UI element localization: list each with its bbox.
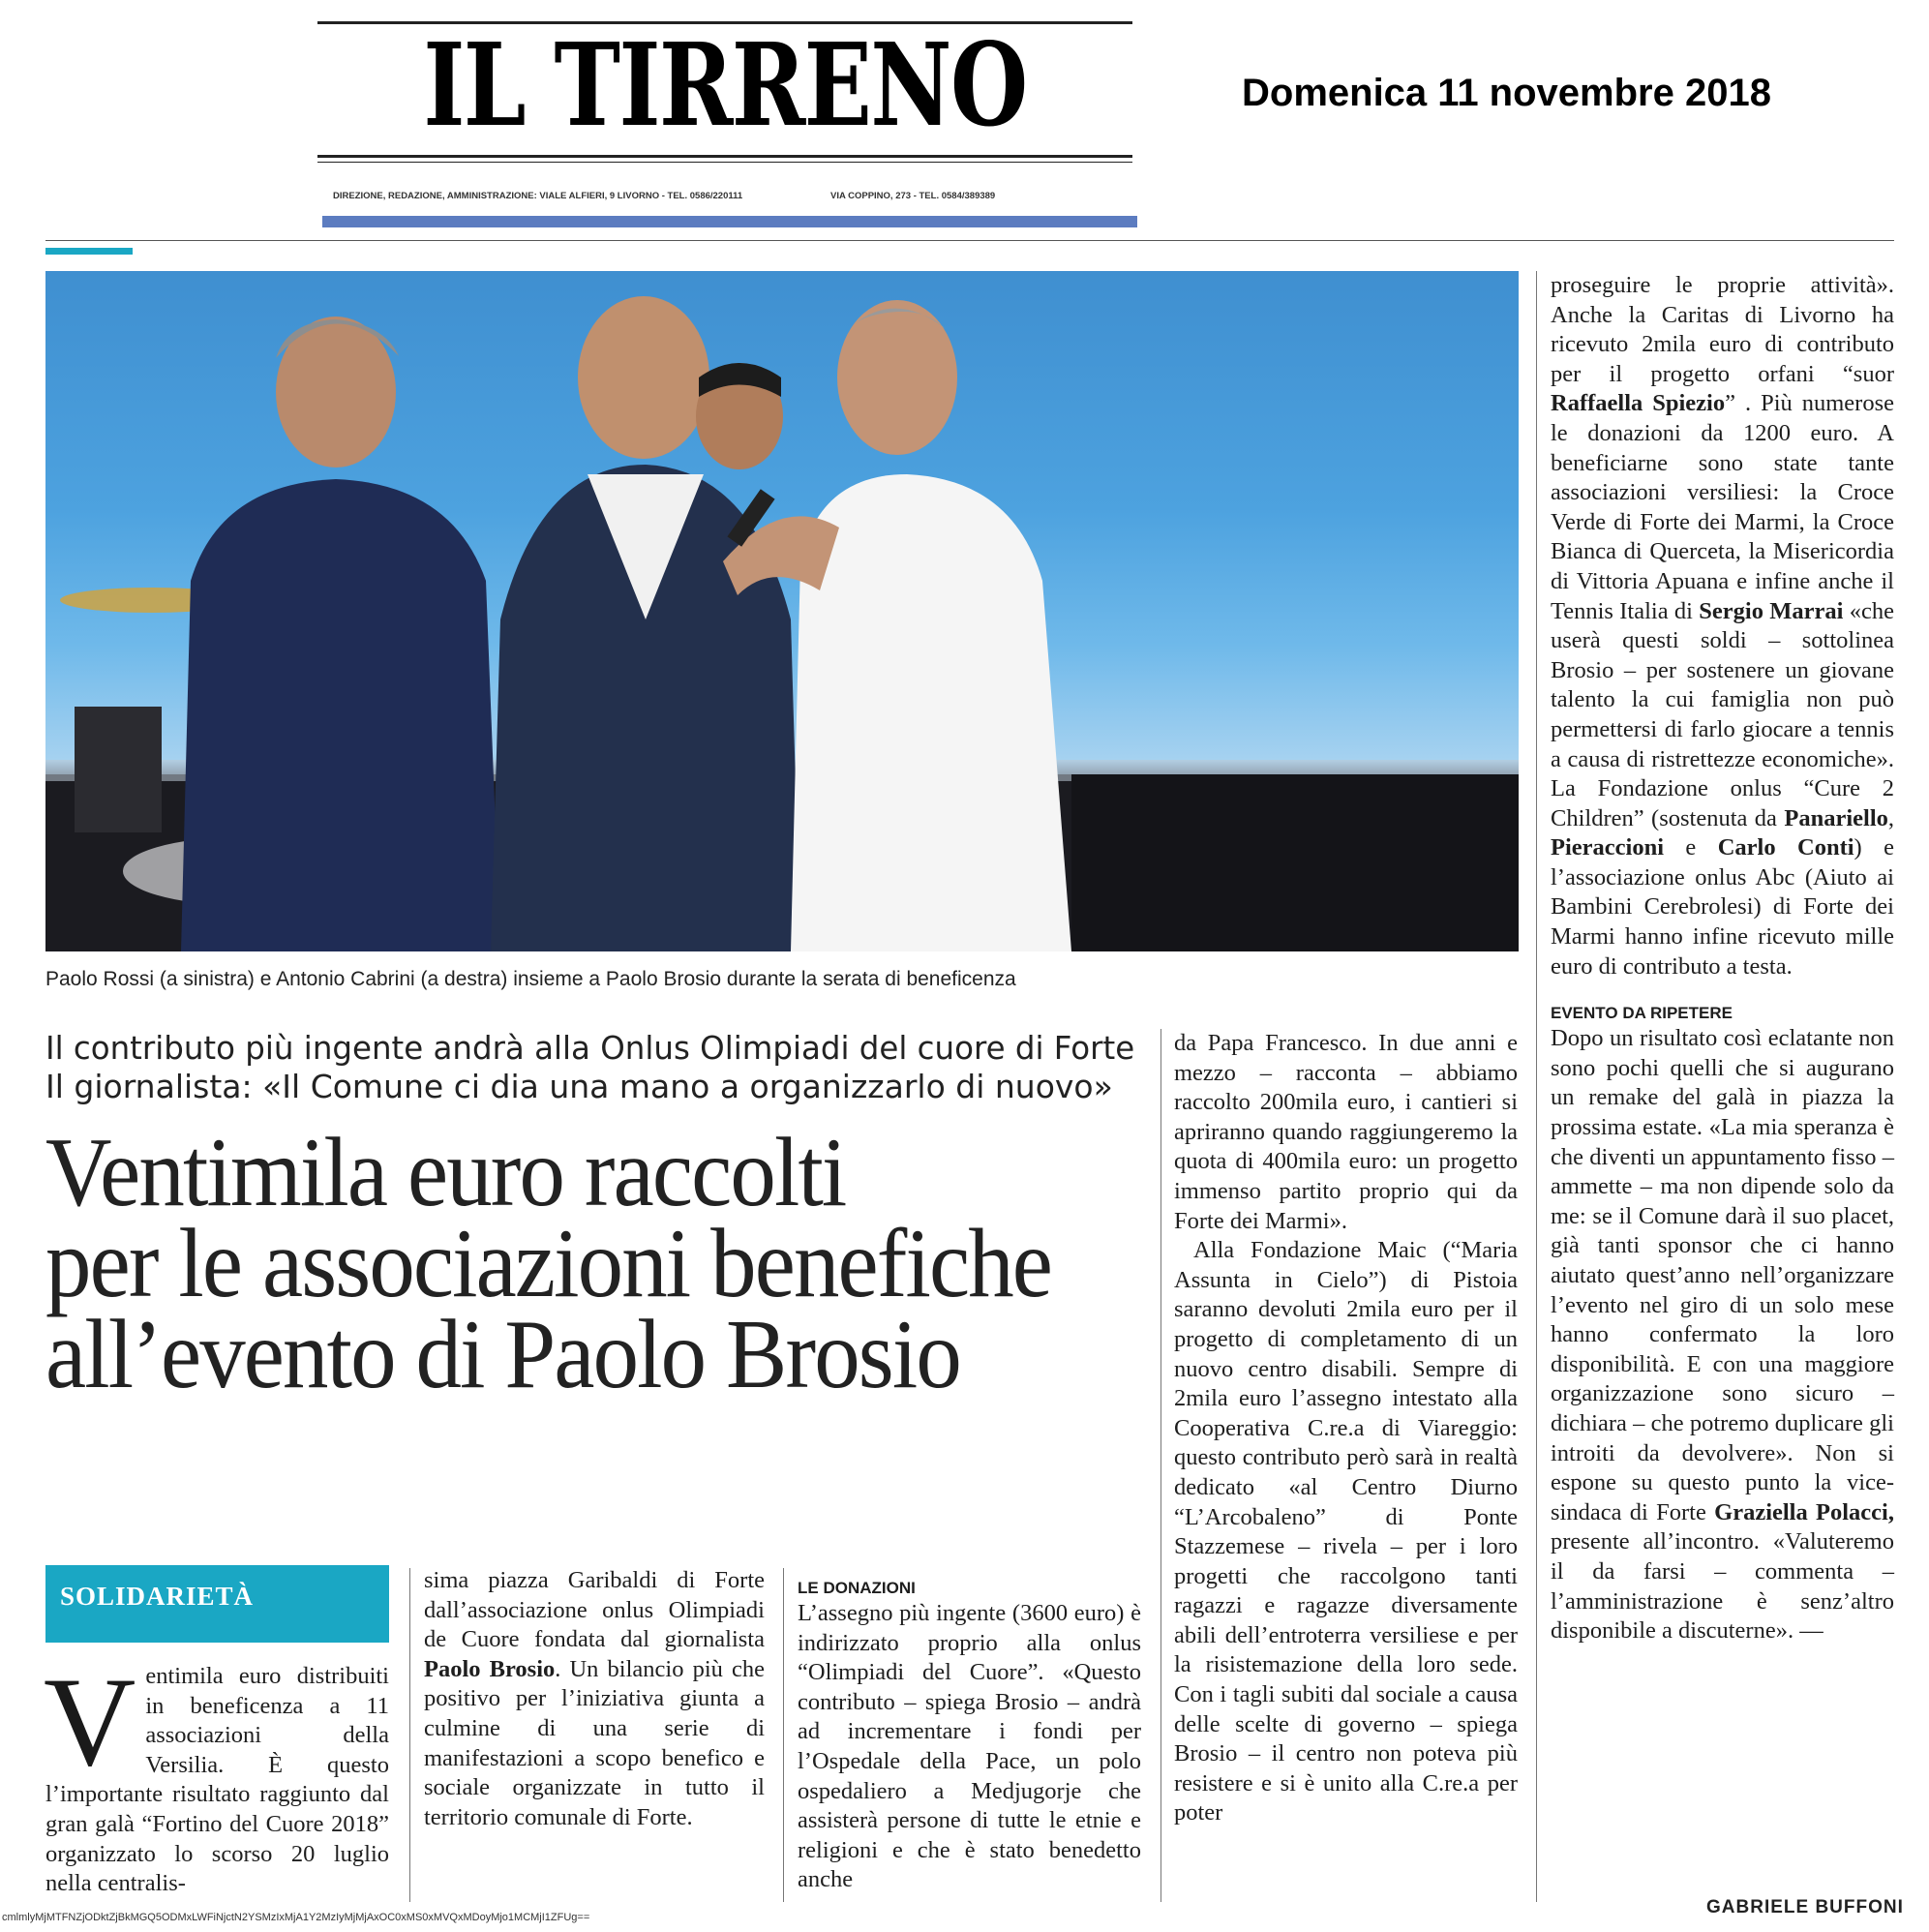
column-5-text-2: ” . Più numerose le donazioni da 1200 euro. A beneficiarne sono state tante associazioni versiliesi: la Croce Verde di Forte dei Marmi, la Croce Bianca di Querceta, la Misericordia di Vittoria Apuana e infine anche il Tennis Italia di xyxy=(1551,390,1894,624)
column-1-text: entimila euro distribuiti in beneficenza a 11 associazioni della Versilia. È questo l’importante risultato raggiunto dal gran galà “Fortino del Cuore 2018” organizzato lo scorso 20 luglio nella centralis- xyxy=(45,1663,389,1897)
column-2-text-a: sima piazza Garibaldi di Forte dall’associazione onlus Olimpiadi de Cuore fondata dal giornalista xyxy=(424,1567,765,1653)
kicker-line-1: Il contributo più ingente andrà alla Onlus Olimpiadi del cuore di Forte xyxy=(45,1029,1135,1067)
byline: GABRIELE BUFFONI xyxy=(1706,1897,1904,1917)
masthead-address-left: DIREZIONE, REDAZIONE, AMMINISTRAZIONE: VIALE ALFIERI, 9 LIVORNO - TEL. 0586/220111 xyxy=(333,191,743,201)
watermark-code: cmlmlyMjMTFNZjODktZjBkMGQ5ODMxLWFiNjctN2YSMzIxMjA1Y2MzIyMjMjAxOC0xMS0xMVQxMDoyMjo1MCMjI1ZFUg== xyxy=(2,1912,590,1923)
column-2-text-b: . Un bilancio più che positivo per l’iniziativa giunta a culmine di una serie di manifestazioni a scopo benefico e sociale organizzate in tutto il territorio comunale di Forte. xyxy=(424,1655,765,1830)
column-separator xyxy=(1536,271,1537,1902)
accent-bar xyxy=(45,248,133,255)
section-label: SOLIDARIETÀ xyxy=(60,1582,255,1611)
kicker-line-2: Il giornalista: «Il Comune ci dia una mano a organizzarlo di nuovo» xyxy=(45,1068,1113,1105)
person-name: Carlo Conti xyxy=(1717,834,1854,861)
headline-line-1: Ventimila euro raccolti xyxy=(45,1118,846,1227)
person-name: Raffaella Spiezio xyxy=(1551,390,1726,417)
headline xyxy=(45,1118,1081,1409)
column-3-text: L’assegno più ingente (3600 euro) è indirizzato proprio alla onlus “Olimpiadi del Cuore”. «Questo contributo – spiega Brosio – andrà ad incrementare i fondi per l’Ospedale della Pace, un polo ospedaliero a Medjugorje che assisterà persone di tutte le etnie e religioni e che è stato benedetto anche xyxy=(798,1600,1141,1893)
column-5-text-3: «che userà questi soldi – sottolinea Brosio – per sostenere un giovane talento la cui famiglia non può permettersi di farlo giocare a tennis a causa di ristrettezze economiche». La Fondazione onlus “Cure 2 Children” (sostenuta da xyxy=(1551,597,1894,831)
masthead-color-bar xyxy=(322,216,1137,227)
subhead-evento: EVENTO DA RIPETERE xyxy=(1551,1004,1733,1023)
column-5-text-4: , xyxy=(1887,804,1894,831)
drop-cap: V xyxy=(44,1650,136,1793)
column-3 xyxy=(798,1578,1141,1895)
article-photo xyxy=(45,271,1519,951)
column-4-paragraph-2: Alla Fondazione Maic (“Maria Assunta in Cielo”) di Pistoia saranno devoluti 2mila euro per il progetto di completamento di un nuovo centro disabili. Sempre di 2mila euro l’assegno intestato alla Cooperativa C.re.a di Viareggio: questo contributo però sarà in realtà dedicato «al Centro Diurno “L’Arcobaleno” di Ponte Stazzemese – rivela – per i loro progetti che raccolgono tanti ragazzi e ragazze diversamente abili dell’entroterra versiliese e per la risistemazione della loro sede. Con i tagli subiti dal sociale a causa delle scelte di governo – spiega Brosio – il centro non poteva più resistere e si è unito alla C.re.a per poter xyxy=(1174,1237,1518,1826)
column-2 xyxy=(424,1566,765,1832)
column-5 xyxy=(1551,271,1894,1646)
masthead-thin-rule xyxy=(317,162,1132,163)
column-5-text-8: presente all’incontro. «Valuteremo il da farsi – commenta – l’amministrazione è senz’altro disponibile a discuterne». — xyxy=(1551,1528,1894,1645)
masthead-logo: IL TIRRENO xyxy=(423,17,1027,152)
photo-illustration xyxy=(45,271,1519,951)
person-name: Panariello xyxy=(1784,804,1888,831)
column-separator xyxy=(409,1568,410,1902)
column-5-text-7: Dopo un risultato così eclatante non sono pochi quelli che si augurano un remake del galà in piazza la prossima estate. «La mia speranza è che diventi un appuntamento fisso – ammette – ma non dipende solo da me: se il Comune darà il suo placet, già tanti sponsor che ci hanno aiutato quest’anno nell’organizzare l’evento nel giro di un solo mese hanno confermato la loro disponibilità. E con una maggiore organizzazione sono sicuro – dichiara – che potremo duplicare gli introiti da devolvere». Non si espone su questo punto la vice-sindaca di Forte xyxy=(1551,1025,1894,1525)
issue-date: Domenica 11 novembre 2018 xyxy=(1242,72,1771,114)
photo-caption: Paolo Rossi (a sinistra) e Antonio Cabrini (a destra) insieme a Paolo Brosio durante la serata di beneficenza xyxy=(45,968,1016,990)
subhead-donazioni: LE DONAZIONI xyxy=(798,1579,916,1597)
column-5-text-1: proseguire le proprie attività». Anche la Caritas di Livorno ha ricevuto 2mila euro di contributo per il progetto orfani “suor xyxy=(1551,272,1894,387)
person-name: Sergio Marrai xyxy=(1699,597,1844,624)
column-separator xyxy=(1160,1029,1161,1902)
column-separator xyxy=(783,1568,784,1902)
masthead-address-right: VIA COPPINO, 273 - TEL. 0584/389389 xyxy=(830,191,996,201)
column-5-text-6: ) e l’associazione onlus Abc (Aiuto ai Bambini Cerebrolesi) di Forte dei Marmi hanno infine ricevuto mille euro di contributo a testa. xyxy=(1551,834,1894,980)
column-4 xyxy=(1174,1029,1518,1828)
person-name: Pieraccioni xyxy=(1551,834,1665,861)
person-name: Graziella Polacci, xyxy=(1714,1498,1894,1525)
page-rule xyxy=(45,240,1894,241)
headline-line-2: per le associazioni benefiche xyxy=(45,1209,1052,1318)
person-name: Paolo Brosio xyxy=(424,1655,556,1682)
column-1 xyxy=(44,1650,389,1899)
masthead-bottom-rule xyxy=(317,155,1132,158)
column-4-paragraph-1: da Papa Francesco. In due anni e mezzo – racconta – abbiamo raccolto 200mila euro, i cantieri si apriranno quando raggiungeremo la quota di 400mila euro: un progetto immenso partito proprio qui da Forte dei Marmi». xyxy=(1174,1030,1518,1234)
headline-line-3: all’evento di Paolo Brosio xyxy=(45,1300,960,1409)
column-5-text-5: e xyxy=(1664,834,1718,861)
